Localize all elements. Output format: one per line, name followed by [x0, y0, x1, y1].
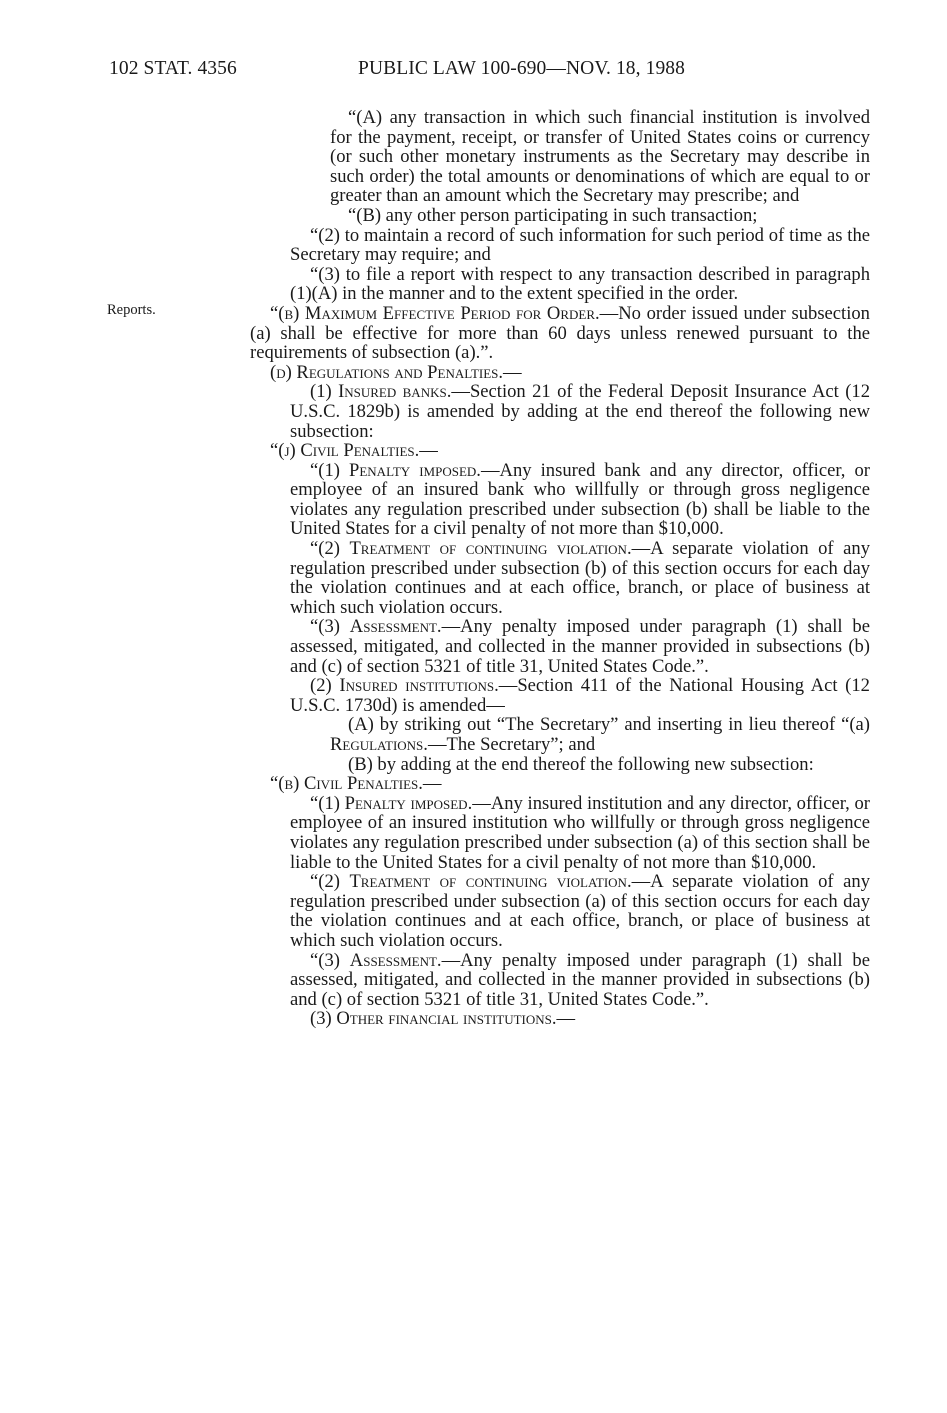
paragraph-b2: [250, 872, 870, 950]
running-head: PUBLIC LAW 100-690—NOV. 18, 1988: [358, 58, 686, 79]
subsection-b: [250, 304, 870, 363]
statute-text: [250, 108, 870, 1029]
paragraph-d2A: [250, 715, 870, 754]
paragraph-1B: “(B) any other person participating in such transaction;: [348, 204, 758, 226]
subsection-b-text: —No order issued under subsection (a) shall be effective for more than 60 days unless renewed pursuant to the requirements of subsection (a).”.: [250, 302, 870, 364]
paragraph-1A: “(A) any transaction in which such financial institution is involved for the payment, receipt, or transfer of United States coins or currency (or such other monetary instruments as the Secretary may describe in such order) the total amounts or denominations of which are equal to or greater than an amount which the Secretary may prescribe; and: [330, 107, 870, 207]
paragraph-d1: [250, 382, 870, 441]
paragraph-3: “(3) to file a report with respect to any transaction described in paragraph (1)(A) in the manner and to the extent specified in the order.: [290, 263, 870, 305]
d2A-text-end: —The Secretary”; and: [427, 734, 596, 755]
j1-number: “(1): [310, 459, 350, 481]
paragraph-b3: [250, 951, 870, 1010]
j1-text: —Any insured bank and any director, officer, or employee of an insured bank who willfully or through gross negligence violates any regulation prescribed under subsection (b) shall be liable to the United States for a civil penalty of not more than $10,000.: [290, 459, 870, 540]
b2-number: “(2): [310, 871, 350, 893]
d2A-text-start: (A) by striking out “The Secretary” and inserting in lieu thereof “(a): [348, 714, 870, 736]
b1-number: “(1): [310, 792, 345, 814]
d3-number: (3): [310, 1008, 337, 1030]
d1-number: (1): [310, 381, 339, 403]
paragraph-b1: [250, 794, 870, 872]
subsection-j-heading: [250, 441, 870, 461]
d2-text: —Section 411 of the National Housing Act (12 U.S.C. 1730d) is amended—: [290, 675, 870, 716]
b2-heading: Treatment of continuing violation.: [349, 871, 632, 893]
j3-number: “(3): [310, 616, 350, 638]
j2-heading: Treatment of continuing violation.: [349, 538, 632, 560]
b1-text: —Any insured institution and any director, officer, or employee of an insured institution who willfully or through gross negligence violates any regulation prescribed under subsection (a) of this section shall be liable to the United States for a civil penalty of not more than $10,000.: [290, 792, 870, 873]
paragraph-j2: [250, 539, 870, 617]
new-subsection-b-title: “(b) Civil Penalties.—: [270, 773, 442, 795]
paragraph-d3: [250, 1009, 870, 1029]
j2-number: “(2): [310, 538, 350, 560]
j1-heading: Penalty imposed.: [349, 459, 481, 481]
b1-heading: Penalty imposed.: [344, 792, 473, 814]
section-d-title: (d) Regulations and Penalties.—: [270, 361, 522, 383]
d1-heading: Insured banks.: [338, 381, 452, 403]
margin-note: Reports.: [107, 302, 156, 318]
j3-text: —Any penalty imposed under paragraph (1) shall be assessed, mitigated, and collected in the manner provided in subsections (b) and (c) of section 5321 of title 31, United States Code.”.: [290, 616, 870, 677]
j3-heading: Assessment.: [349, 616, 442, 638]
d1-text: —Section 21 of the Federal Deposit Insurance Act (12 U.S.C. 1829b) is amended by adding at the end thereof the following new subsection:: [290, 381, 870, 442]
d2A-heading: Regulations.: [330, 734, 428, 755]
paragraph-j3: [250, 617, 870, 676]
paragraph-d2B: (B) by adding at the end thereof the following new subsection:: [348, 753, 814, 775]
section-d-heading: [250, 363, 870, 383]
b3-heading: Assessment.: [349, 949, 442, 971]
b3-text: —Any penalty imposed under paragraph (1) shall be assessed, mitigated, and collected in the manner provided in subsections (b) and (c) of section 5321 of title 31, United States Code.”.: [290, 949, 870, 1010]
page-number: 102 STAT. 4356: [109, 58, 237, 79]
paragraph-2: “(2) to maintain a record of such information for such period of time as the Secretary may require; and: [290, 224, 870, 266]
b2-text: —A separate violation of any regulation prescribed under subsection (a) of this section occurs for each day the violation continues and at each office, branch, or place of business at which such violation occurs.: [290, 871, 870, 951]
subsection-j-title: “(j) Civil Penalties.—: [270, 440, 438, 462]
subsection-b-heading: “(b) Maximum Effective Period for Order.: [270, 302, 600, 324]
paragraph-d2: [250, 676, 870, 715]
d2-heading: Insured institutions.: [339, 675, 499, 697]
new-subsection-b-heading: [250, 774, 870, 794]
b3-number: “(3): [310, 949, 350, 971]
d2-number: (2): [310, 675, 340, 697]
paragraph-j1: [250, 461, 870, 539]
d3-heading: Other financial institutions.—: [336, 1008, 576, 1030]
j2-text: —A separate violation of any regulation prescribed under subsection (b) of this section occurs for each day the violation continues and at each office, branch, or place of business at which such violation occurs.: [290, 538, 870, 618]
